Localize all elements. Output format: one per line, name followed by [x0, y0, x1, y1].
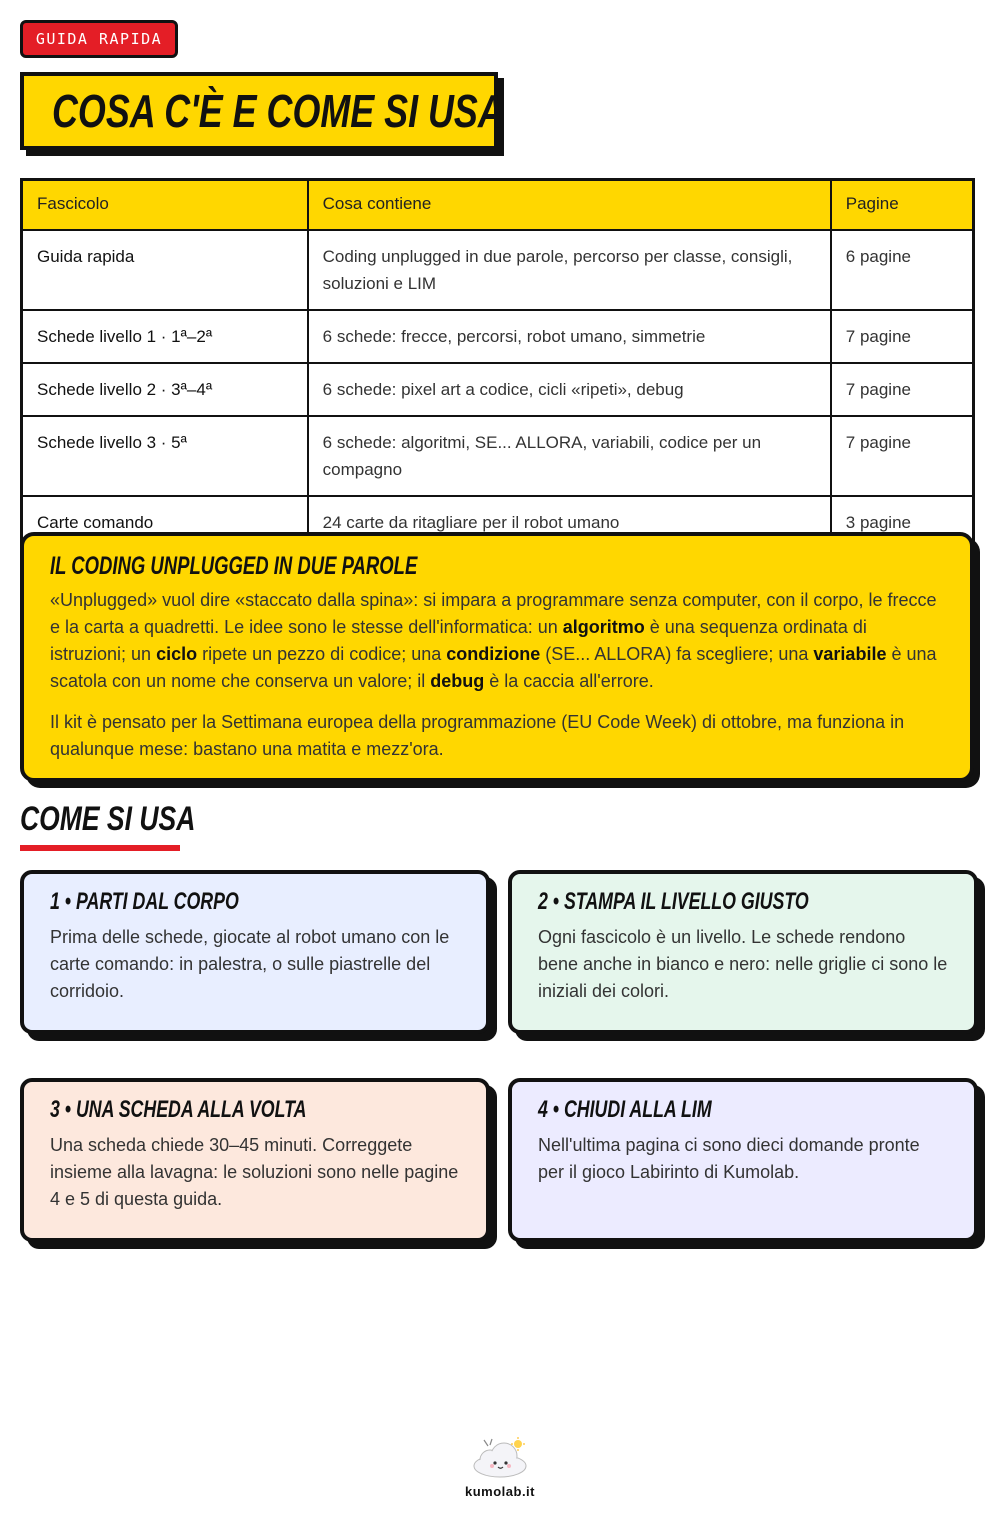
- cell-contenuto: 6 schede: frecce, percorsi, robot umano, simmetrie: [308, 310, 831, 363]
- cell-contenuto: 6 schede: pixel art a codice, cicli «ripeti», debug: [308, 363, 831, 416]
- cell-contenuto: Coding unplugged in due parole, percorso per classe, consigli, soluzioni e LIM: [308, 230, 831, 310]
- step-card-4: [508, 1078, 978, 1242]
- step-card-text: Nell'ultima pagina ci sono dieci domande pronte per il gioco Labirinto di Kumolab.: [538, 1135, 920, 1182]
- page-title-box: [20, 72, 504, 150]
- step-card-title: 4 • CHIUDI ALLA LIM: [538, 1096, 712, 1123]
- cell-contenuto: 24 carte da ritagliare per il robot umano: [308, 496, 831, 550]
- table-row: [22, 363, 974, 416]
- cell-pagine: 7 pagine: [831, 416, 974, 496]
- page-title: COSA C'È E COME SI USA: [52, 85, 504, 137]
- unplugged-info-box: [20, 532, 974, 782]
- cell-fascicolo: Schede livello 2 · 3ª–4ª: [22, 363, 308, 416]
- cell-fascicolo: Guida rapida: [22, 230, 308, 310]
- section-title: COME SI USA: [20, 800, 196, 838]
- footer-site: kumolab.it: [464, 1484, 535, 1499]
- term-ciclo: ciclo: [156, 644, 198, 664]
- term-variabile: variabile: [813, 644, 887, 664]
- step-card-title: 2 • STAMPA IL LIVELLO GIUSTO: [538, 888, 809, 915]
- cell-pagine: 3 pagine: [831, 496, 974, 550]
- info-paragraph-1: «Unplugged» vuol dire «staccato dalla spina»: si impara a programmare senza computer, con il corpo, le frecce e la carta a quadretti. Le idee sono le stesse dell'informatica: un algoritmo è una sequenza ordinata di istruzioni; un ciclo ripete un pezzo di codice; una condizione (SE... ALLORA) fa scegliere; una variabile è una scatola con un nome che conserva un valore; il debug è la caccia all'errore.: [50, 590, 937, 691]
- header-contenuto: Cosa contiene: [308, 180, 831, 231]
- term-debug: debug: [430, 671, 485, 691]
- step-card-1: [20, 870, 490, 1034]
- cell-fascicolo: Schede livello 1 · 1ª–2ª: [22, 310, 308, 363]
- step-card-title: 1 • PARTI DAL CORPO: [50, 888, 239, 915]
- cell-contenuto: 6 schede: algoritmi, SE... ALLORA, variabili, codice per un compagno: [308, 416, 831, 496]
- cell-fascicolo: Carte comando: [22, 496, 308, 550]
- step-card-3: [20, 1078, 490, 1242]
- term-condizione: condizione: [446, 644, 541, 664]
- step-card-text: Ogni fascicolo è un livello. Le schede rendono bene anche in bianco e nero: nelle griglie ci sono le iniziali dei colori.: [538, 927, 948, 1001]
- info-paragraph-2: Il kit è pensato per la Settimana europea della programmazione (EU Code Week) di ottobre, ma funziona in qualunque mese: bastano una matita e mezz'ora.: [50, 712, 905, 759]
- term-algoritmo: algoritmo: [562, 617, 645, 637]
- header-fascicolo: Fascicolo: [22, 180, 308, 231]
- table-row: [22, 416, 974, 496]
- cloud-mascot-icon: [468, 1436, 532, 1480]
- table-row: [22, 310, 974, 363]
- overview-table: [20, 178, 975, 551]
- cell-fascicolo: Schede livello 3 · 5ª: [22, 416, 308, 496]
- section-underline: [20, 845, 180, 851]
- cell-pagine: 7 pagine: [831, 310, 974, 363]
- footer: [0, 1436, 1000, 1499]
- cell-pagine: 6 pagine: [831, 230, 974, 310]
- table-row: [22, 230, 974, 310]
- step-card-text: Una scheda chiede 30–45 minuti. Correggete insieme alla lavagna: le soluzioni sono nelle pagine 4 e 5 di questa guida.: [50, 1135, 459, 1209]
- step-card-title: 3 • UNA SCHEDA ALLA VOLTA: [50, 1096, 307, 1123]
- table-header-row: [22, 180, 974, 231]
- step-card-text: Prima delle schede, giocate al robot umano con le carte comando: in palestra, o sulle piastrelle del corridoio.: [50, 927, 450, 1001]
- header-pagine: Pagine: [831, 180, 974, 231]
- cell-pagine: 7 pagine: [831, 363, 974, 416]
- info-heading: IL CODING UNPLUGGED IN DUE PAROLE: [50, 552, 418, 580]
- guide-tag: GUIDA RAPIDA: [20, 20, 178, 58]
- step-card-2: [508, 870, 978, 1034]
